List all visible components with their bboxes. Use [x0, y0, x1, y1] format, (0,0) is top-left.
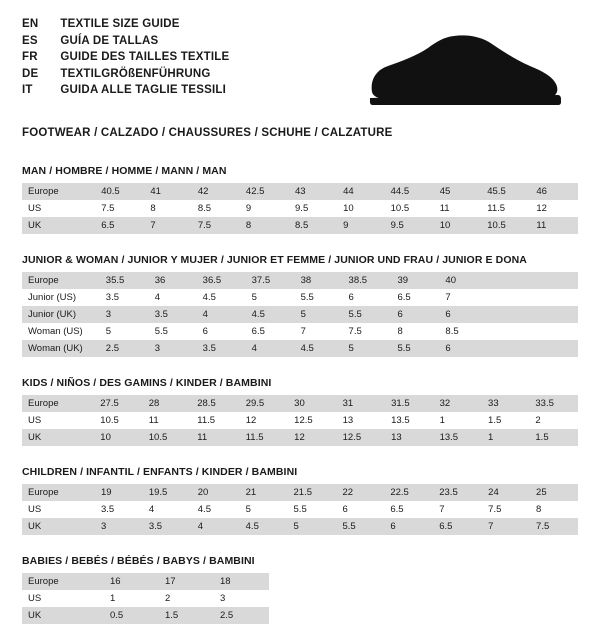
- language-row: [22, 66, 229, 83]
- row-label: Europe: [22, 272, 100, 289]
- cell: 7: [433, 501, 482, 518]
- cell: 21: [240, 484, 288, 501]
- cell: 12: [240, 412, 288, 429]
- cell: 44: [337, 183, 385, 200]
- table-row: [22, 217, 578, 234]
- section-man: [22, 165, 578, 234]
- cell: 13: [337, 412, 385, 429]
- table-row: [22, 590, 269, 607]
- cell: 3: [149, 340, 197, 357]
- cell: 42: [192, 183, 240, 200]
- row-label: Woman (UK): [22, 340, 100, 357]
- cell: 6.5: [384, 501, 433, 518]
- cell: 45.5: [481, 183, 530, 200]
- cell: 33.5: [529, 395, 578, 412]
- cell: 4: [143, 501, 192, 518]
- row-label: US: [22, 412, 94, 429]
- language-title: GUIDE DES TAILLES TEXTILE: [60, 51, 230, 63]
- cell: 44.5: [385, 183, 434, 200]
- row-label: UK: [22, 429, 94, 446]
- cell: 8: [530, 501, 578, 518]
- cell: 7: [482, 518, 530, 535]
- table-row: [22, 200, 578, 217]
- cell: 3.5: [143, 518, 192, 535]
- cell: 6.5: [433, 518, 482, 535]
- language-title: GUIDA ALLE TAGLIE TESSILI: [60, 84, 226, 96]
- cell: [487, 289, 532, 306]
- cell: 5.5: [343, 306, 392, 323]
- table-row: [22, 289, 578, 306]
- table-row: [22, 272, 578, 289]
- table-row: [22, 183, 578, 200]
- cell: 9.5: [289, 200, 337, 217]
- table-row: [22, 323, 578, 340]
- cell: 19: [95, 484, 143, 501]
- cell: 5: [246, 289, 295, 306]
- cell: 22: [336, 484, 384, 501]
- section-kids: [22, 377, 578, 446]
- cell: 11.5: [481, 200, 530, 217]
- cell: 1: [434, 412, 482, 429]
- cell: 4: [246, 340, 295, 357]
- cell: 28: [143, 395, 191, 412]
- table-row: [22, 501, 578, 518]
- language-row: [22, 82, 229, 99]
- cell: 41: [144, 183, 192, 200]
- cell: 3.5: [95, 501, 143, 518]
- cell: 0.5: [104, 607, 159, 624]
- cell: 13.5: [434, 429, 482, 446]
- cell: 3.5: [149, 306, 197, 323]
- cell: 8: [240, 217, 289, 234]
- cell: [487, 340, 532, 357]
- language-code: ES: [22, 34, 38, 47]
- cell: 6.5: [392, 289, 440, 306]
- cell: 11: [143, 412, 191, 429]
- cell: 4: [197, 306, 246, 323]
- cell: 7.5: [530, 518, 578, 535]
- language-row: [22, 33, 229, 50]
- cell: 37.5: [246, 272, 295, 289]
- cell: 13: [385, 429, 433, 446]
- cell: 12.5: [288, 412, 336, 429]
- cell: 4.5: [295, 340, 343, 357]
- cell: 6: [336, 501, 384, 518]
- cell: 11: [191, 429, 239, 446]
- cell: 3: [95, 518, 143, 535]
- cell: 8.5: [439, 323, 487, 340]
- cell: 5: [240, 501, 288, 518]
- cell: 11.5: [240, 429, 288, 446]
- cell: 4.5: [240, 518, 288, 535]
- section-title: MAN / HOMBRE / HOMME / MANN / MAN: [22, 165, 227, 177]
- table-row: [22, 340, 578, 357]
- cell: 10.5: [385, 200, 434, 217]
- row-label: UK: [22, 217, 95, 234]
- cell: 4: [192, 518, 240, 535]
- cell: 7.5: [482, 501, 530, 518]
- cell: 31: [337, 395, 385, 412]
- cell: 7: [439, 289, 487, 306]
- cell: 4.5: [192, 501, 240, 518]
- cell: 3: [214, 590, 269, 607]
- table-row: [22, 429, 578, 446]
- document-header: [22, 16, 578, 110]
- cell: 24: [482, 484, 530, 501]
- cell: 30: [288, 395, 336, 412]
- language-title-list: [22, 16, 229, 99]
- language-code: FR: [22, 51, 38, 63]
- cell: 5.5: [288, 501, 337, 518]
- cell: 8.5: [289, 217, 337, 234]
- size-table-children: [22, 484, 578, 535]
- cell: 7.5: [95, 200, 144, 217]
- cell: [533, 306, 578, 323]
- language-title: GUÍA DE TALLAS: [60, 34, 159, 47]
- cell: 46: [530, 183, 578, 200]
- cell: 5: [100, 323, 149, 340]
- cell: 9: [240, 200, 289, 217]
- row-label: Europe: [22, 573, 104, 590]
- cell: [533, 340, 578, 357]
- cell: 18: [214, 573, 269, 590]
- cell: 3.5: [197, 340, 246, 357]
- cell: [487, 272, 532, 289]
- language-code: EN: [22, 18, 39, 30]
- cell: 36: [149, 272, 197, 289]
- language-row: [22, 49, 229, 66]
- cell: 7: [295, 323, 343, 340]
- cell: 5: [343, 340, 392, 357]
- cell: 6: [343, 289, 392, 306]
- cell: [487, 323, 532, 340]
- row-label: Junior (UK): [22, 306, 100, 323]
- cell: 43: [289, 183, 337, 200]
- cell: 10.5: [94, 412, 142, 429]
- cell: 9: [337, 217, 385, 234]
- cell: 25: [530, 484, 578, 501]
- cell: 23.5: [433, 484, 482, 501]
- table-row: [22, 395, 578, 412]
- row-label: US: [22, 590, 104, 607]
- cell: 7.5: [343, 323, 392, 340]
- cell: 29.5: [240, 395, 288, 412]
- size-table-babies: [22, 573, 269, 624]
- cell: 5.5: [336, 518, 384, 535]
- cell: 1: [104, 590, 159, 607]
- cell: 11: [434, 200, 482, 217]
- row-label: Europe: [22, 484, 95, 501]
- table-row: [22, 607, 269, 624]
- cell: 35.5: [100, 272, 149, 289]
- cell: [487, 306, 532, 323]
- size-table-kids: [22, 395, 578, 446]
- language-title: TEXTILE SIZE GUIDE: [60, 18, 180, 30]
- cell: 40.5: [95, 183, 144, 200]
- cell: 1: [482, 429, 529, 446]
- cell: 7: [144, 217, 192, 234]
- cell: 6: [392, 306, 440, 323]
- cell: 36.5: [197, 272, 246, 289]
- cell: 22.5: [384, 484, 433, 501]
- cell: 6.5: [95, 217, 144, 234]
- cell: 40: [439, 272, 487, 289]
- cell: 33: [482, 395, 529, 412]
- table-row: [22, 306, 578, 323]
- cell: 10: [434, 217, 482, 234]
- section-junior-woman: [22, 254, 578, 357]
- cell: 12.5: [337, 429, 385, 446]
- table-row: [22, 518, 578, 535]
- cell: 5.5: [295, 289, 343, 306]
- row-label: Woman (US): [22, 323, 100, 340]
- cell: 5.5: [149, 323, 197, 340]
- cell: [533, 323, 578, 340]
- cell: 10.5: [143, 429, 191, 446]
- cell: 16: [104, 573, 159, 590]
- cell: 20: [192, 484, 240, 501]
- cell: 12: [288, 429, 336, 446]
- cell: 13.5: [385, 412, 433, 429]
- section-title: CHILDREN / INFANTIL / ENFANTS / KINDER / BAMBINI: [22, 466, 298, 478]
- row-label: Europe: [22, 395, 94, 412]
- cell: 5: [295, 306, 343, 323]
- cell: 8: [144, 200, 192, 217]
- language-title: TEXTILGRÖßENFÜHRUNG: [60, 67, 211, 80]
- cell: 28.5: [191, 395, 239, 412]
- cell: 42.5: [240, 183, 289, 200]
- cell: 6: [384, 518, 433, 535]
- cell: 9.5: [385, 217, 434, 234]
- section-title: JUNIOR & WOMAN / JUNIOR Y MUJER / JUNIOR ET FEMME / JUNIOR UND FRAU / JUNIOR E DONA: [22, 254, 527, 266]
- cell: 2: [159, 590, 214, 607]
- cell: 7.5: [192, 217, 240, 234]
- cell: 6: [439, 306, 487, 323]
- language-row: [22, 16, 229, 33]
- cell: 38: [295, 272, 343, 289]
- table-row: [22, 573, 269, 590]
- row-label: UK: [22, 518, 95, 535]
- row-label: UK: [22, 607, 104, 624]
- dress-shoe-icon: [364, 30, 564, 110]
- table-row: [22, 484, 578, 501]
- cell: 11: [530, 217, 578, 234]
- size-table-man: [22, 183, 578, 234]
- cell: 1.5: [529, 429, 578, 446]
- cell: 6: [439, 340, 487, 357]
- row-label: US: [22, 501, 95, 518]
- cell: 31.5: [385, 395, 433, 412]
- language-code: DE: [22, 67, 39, 80]
- cell: 5: [288, 518, 337, 535]
- section-babies: [22, 555, 578, 624]
- cell: 12: [530, 200, 578, 217]
- cell: [533, 272, 578, 289]
- cell: [533, 289, 578, 306]
- cell: 2.5: [100, 340, 149, 357]
- cell: 10: [337, 200, 385, 217]
- cell: 32: [434, 395, 482, 412]
- cell: 10.5: [481, 217, 530, 234]
- cell: 8: [392, 323, 440, 340]
- cell: 39: [392, 272, 440, 289]
- cell: 8.5: [192, 200, 240, 217]
- cell: 2.5: [214, 607, 269, 624]
- cell: 45: [434, 183, 482, 200]
- cell: 27.5: [94, 395, 142, 412]
- cell: 2: [529, 412, 578, 429]
- category-line: FOOTWEAR / CALZADO / CHAUSSURES / SCHUHE / CALZATURE: [22, 127, 393, 139]
- cell: 19.5: [143, 484, 192, 501]
- cell: 11.5: [191, 412, 239, 429]
- cell: 38.5: [343, 272, 392, 289]
- cell: 21.5: [288, 484, 337, 501]
- language-code: IT: [22, 84, 33, 96]
- cell: 6: [197, 323, 246, 340]
- cell: 10: [94, 429, 142, 446]
- cell: 5.5: [392, 340, 440, 357]
- row-label: US: [22, 200, 95, 217]
- section-children: [22, 466, 578, 535]
- cell: 1.5: [159, 607, 214, 624]
- cell: 4.5: [197, 289, 246, 306]
- cell: 3: [100, 306, 149, 323]
- section-title: BABIES / BEBÉS / BÉBÉS / BABYS / BAMBINI: [22, 555, 255, 567]
- cell: 4.5: [246, 306, 295, 323]
- row-label: Junior (US): [22, 289, 100, 306]
- cell: 17: [159, 573, 214, 590]
- size-table-junior-woman: [22, 272, 578, 357]
- table-row: [22, 412, 578, 429]
- row-label: Europe: [22, 183, 95, 200]
- cell: 6.5: [246, 323, 295, 340]
- section-title: KIDS / NIÑOS / DES GAMINS / KINDER / BAMBINI: [22, 377, 272, 389]
- cell: 3.5: [100, 289, 149, 306]
- cell: 4: [149, 289, 197, 306]
- cell: 1.5: [482, 412, 529, 429]
